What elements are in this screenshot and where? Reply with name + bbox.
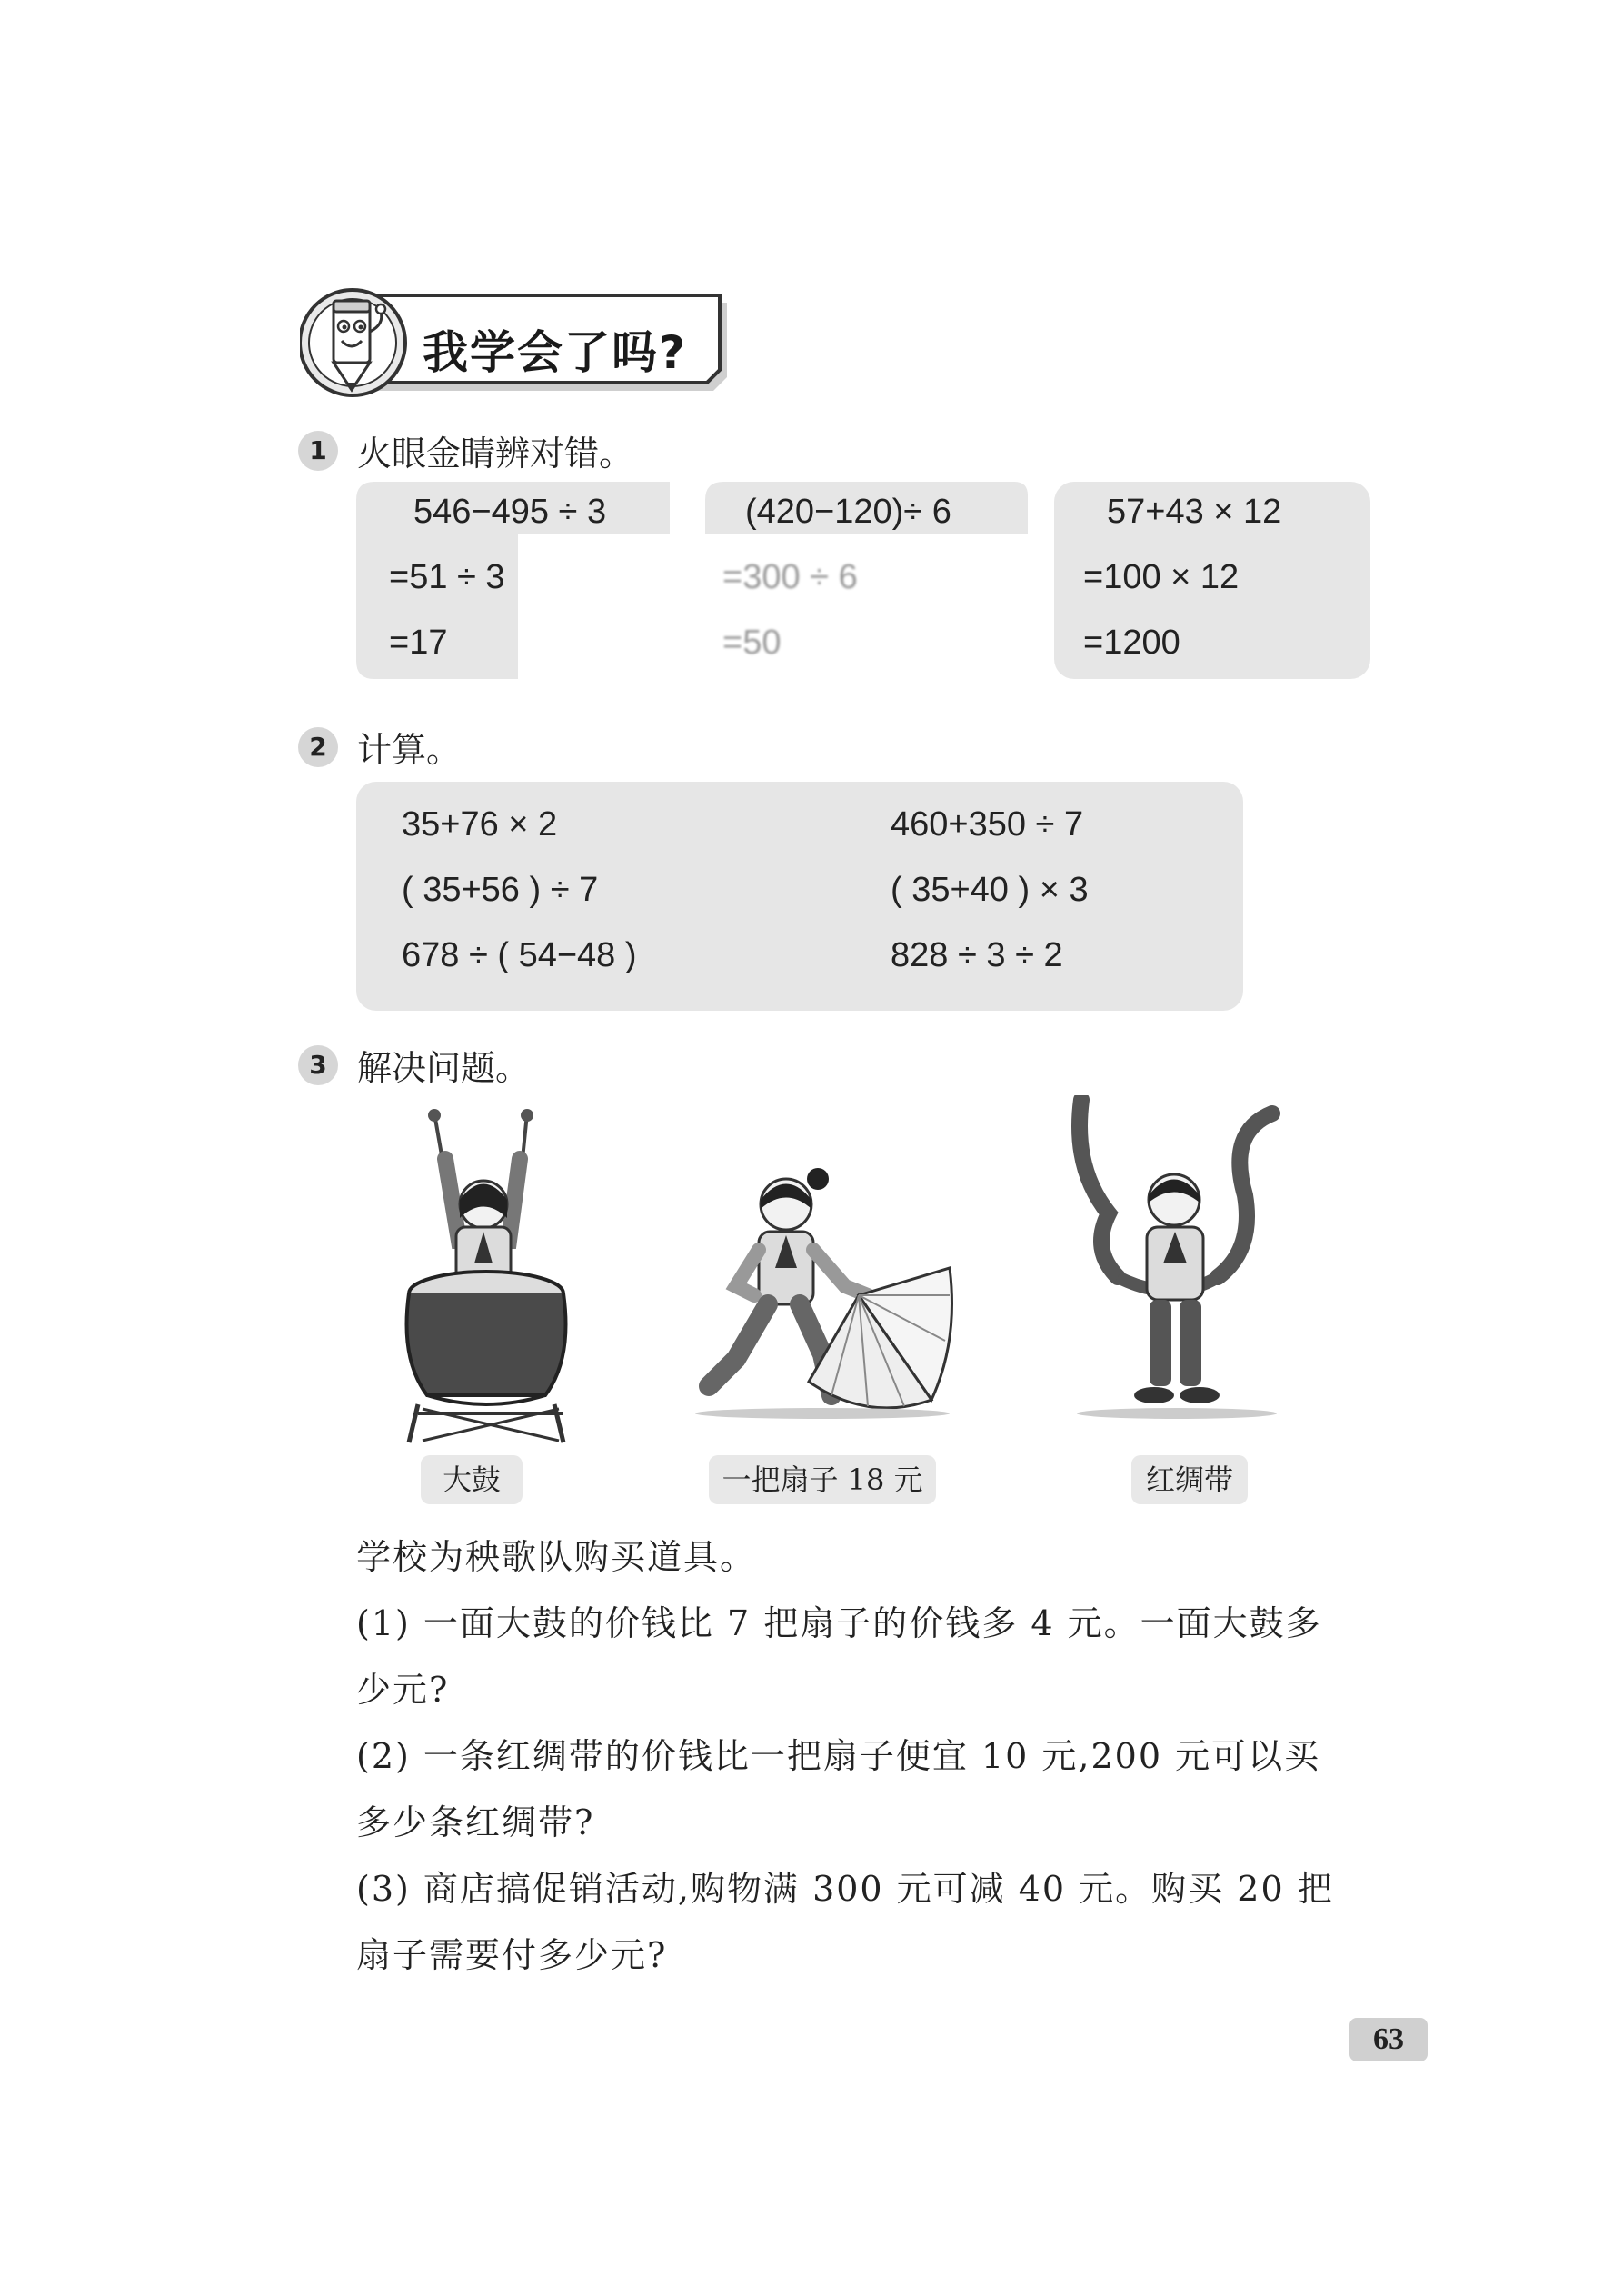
problem-2-line-1: (2) 一条红绸带的价钱比一把扇子便宜 10 元,200 元可以买: [356, 1736, 1321, 1776]
card-2-line-2: =300 ÷ 6: [722, 558, 858, 596]
card-3-line-2: =100 × 12: [1083, 558, 1240, 596]
section-1-number: 1: [298, 431, 338, 471]
calc-left-2: ( 35+56 ) ÷ 7: [402, 871, 599, 909]
page-title: 我学会了吗?: [423, 326, 688, 379]
caption-fan: 一把扇子 18 元: [709, 1455, 936, 1504]
fan-girl-illustration: [686, 1159, 959, 1423]
card-1-line-1: 546−495 ÷ 3: [413, 493, 607, 531]
section-3-number: 3: [298, 1045, 338, 1085]
problem-1-line-2: 少元?: [356, 1670, 450, 1710]
ribbon-boy-illustration: [1063, 1095, 1290, 1432]
card-1-line-2: =51 ÷ 3: [389, 558, 505, 596]
card-3-line-3: =1200: [1083, 624, 1180, 662]
calc-right-1: 460+350 ÷ 7: [891, 805, 1084, 844]
section-3-title: 解决问题。: [357, 1048, 531, 1088]
problem-1-line-1: (1) 一面大鼓的价钱比 7 把扇子的价钱多 4 元。一面大鼓多: [356, 1603, 1322, 1643]
problem-3-line-2: 扇子需要付多少元?: [356, 1935, 668, 1975]
drum-girl-illustration: [391, 1104, 600, 1450]
card-2-line-1: (420−120)÷ 6: [745, 493, 951, 531]
card-3-line-1: 57+43 × 12: [1107, 493, 1282, 531]
problem-3-line-1: (3) 商店搞促销活动,购物满 300 元可减 40 元。购买 20 把: [356, 1869, 1334, 1909]
page-number: 63: [1349, 2018, 1428, 2061]
section-1-title: 火眼金睛辨对错。: [357, 434, 634, 474]
caption-drum: 大鼓: [421, 1455, 523, 1504]
pencil-mascot-icon: [314, 295, 395, 395]
calc-right-2: ( 35+40 ) × 3: [891, 871, 1089, 909]
problem-2-line-2: 多少条红绸带?: [356, 1802, 595, 1842]
calc-left-3: 678 ÷ ( 54−48 ): [402, 936, 637, 974]
card-2-line-3: =50: [722, 624, 782, 662]
calc-right-3: 828 ÷ 3 ÷ 2: [891, 936, 1063, 974]
caption-ribbon: 红绸带: [1131, 1455, 1248, 1504]
problem-intro: 学校为秧歌队购买道具。: [356, 1537, 757, 1577]
section-2-number: 2: [298, 727, 338, 767]
section-2-title: 计算。: [357, 730, 462, 770]
card-1-line-3: =17: [389, 624, 448, 662]
calc-left-1: 35+76 × 2: [402, 805, 558, 844]
